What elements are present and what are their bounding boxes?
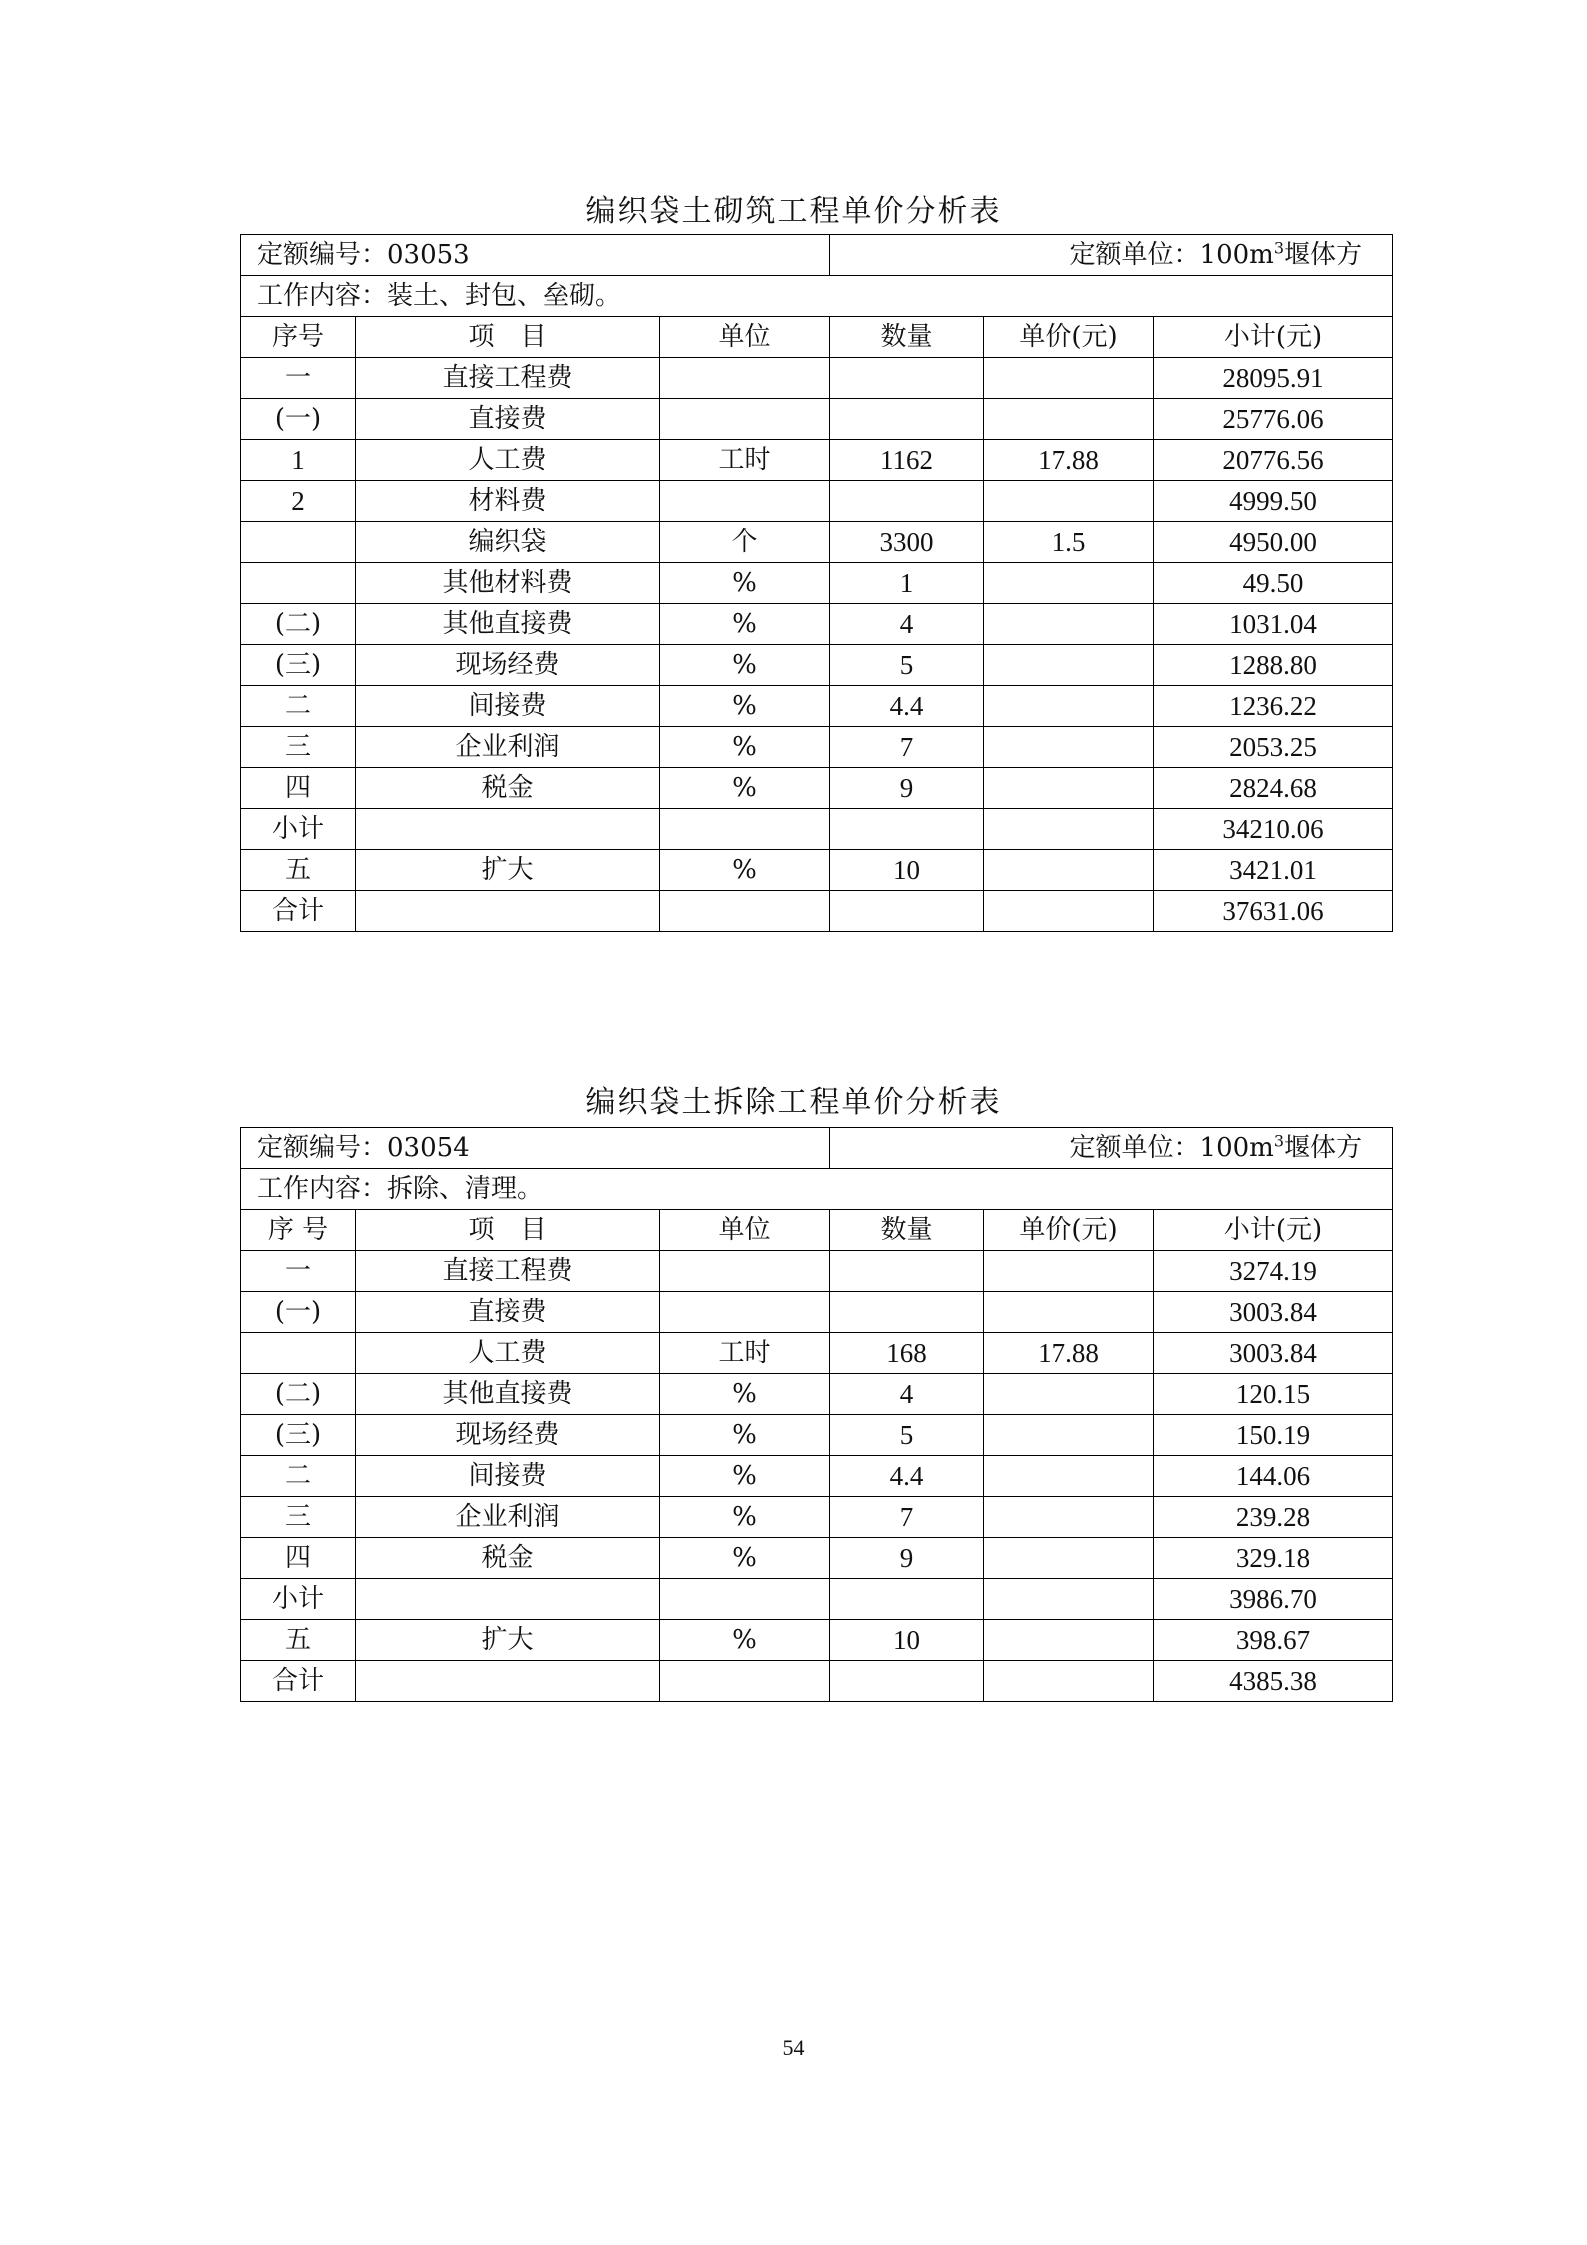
cell-unit-price xyxy=(984,1661,1154,1702)
cell-unit-price: 1.5 xyxy=(984,522,1154,563)
cell-unit-price xyxy=(984,1497,1154,1538)
cell-unit xyxy=(660,1661,830,1702)
header-seq: 序号 xyxy=(241,317,356,358)
cell-item: 税金 xyxy=(356,1538,660,1579)
quota-unit-suffix: 堰体方 xyxy=(1284,1133,1363,1163)
cell-item: 人工费 xyxy=(356,440,660,481)
quota-number: 定额编号：03054 xyxy=(241,1128,830,1169)
cell-seq: (二) xyxy=(241,604,356,645)
table-row xyxy=(241,440,1393,481)
table-row xyxy=(241,1292,1393,1333)
cell-subtotal: 239.28 xyxy=(1154,1497,1393,1538)
cell-seq: 三 xyxy=(241,727,356,768)
cell-item: 直接费 xyxy=(356,1292,660,1333)
cell-unit-price xyxy=(984,809,1154,850)
cell-unit-price xyxy=(984,1579,1154,1620)
table-row xyxy=(241,768,1393,809)
cell-seq: 四 xyxy=(241,768,356,809)
cell-subtotal: 150.19 xyxy=(1154,1415,1393,1456)
table-row xyxy=(241,1661,1393,1702)
cell-subtotal: 34210.06 xyxy=(1154,809,1393,850)
cost-table-03053 xyxy=(240,234,1393,932)
cell-quantity xyxy=(830,358,984,399)
cell-subtotal: 4385.38 xyxy=(1154,1661,1393,1702)
cell-item: 间接费 xyxy=(356,686,660,727)
cell-seq: 合计 xyxy=(241,891,356,932)
header-subtotal: 小计(元) xyxy=(1154,317,1393,358)
cell-subtotal: 3003.84 xyxy=(1154,1292,1393,1333)
cell-unit-price xyxy=(984,604,1154,645)
work-content: 工作内容：拆除、清理。 xyxy=(241,1169,1393,1210)
cell-subtotal: 1236.22 xyxy=(1154,686,1393,727)
cell-unit-price: 17.88 xyxy=(984,1333,1154,1374)
quota-row xyxy=(241,235,1393,276)
cell-seq: (三) xyxy=(241,1415,356,1456)
table-row xyxy=(241,1415,1393,1456)
cell-subtotal: 3274.19 xyxy=(1154,1251,1393,1292)
cell-seq: 五 xyxy=(241,850,356,891)
cell-unit: % xyxy=(660,1415,830,1456)
cell-unit: % xyxy=(660,686,830,727)
cell-unit xyxy=(660,891,830,932)
cell-quantity: 168 xyxy=(830,1333,984,1374)
table-row xyxy=(241,645,1393,686)
cell-unit-price xyxy=(984,399,1154,440)
cell-seq xyxy=(241,563,356,604)
work-content: 工作内容：装土、封包、垒砌。 xyxy=(241,276,1393,317)
table-row xyxy=(241,1456,1393,1497)
cell-seq: 三 xyxy=(241,1497,356,1538)
header-item: 项 目 xyxy=(356,317,660,358)
cost-table-03054 xyxy=(240,1127,1393,1702)
header-row xyxy=(241,1210,1393,1251)
header-unit-price: 单价(元) xyxy=(984,317,1154,358)
table-row xyxy=(241,1251,1393,1292)
cell-item: 直接工程费 xyxy=(356,358,660,399)
cell-quantity: 4 xyxy=(830,1374,984,1415)
quota-unit-prefix: 定额单位：100m xyxy=(1069,240,1274,270)
quota-unit-prefix: 定额单位：100m xyxy=(1069,1133,1274,1163)
cell-unit: % xyxy=(660,1374,830,1415)
header-unit-price: 单价(元) xyxy=(984,1210,1154,1251)
cell-quantity: 5 xyxy=(830,645,984,686)
cell-subtotal: 120.15 xyxy=(1154,1374,1393,1415)
table-row xyxy=(241,686,1393,727)
cell-subtotal: 144.06 xyxy=(1154,1456,1393,1497)
cell-unit xyxy=(660,481,830,522)
cell-seq: 合计 xyxy=(241,1661,356,1702)
cell-item xyxy=(356,809,660,850)
cell-subtotal: 4950.00 xyxy=(1154,522,1393,563)
quota-number: 定额编号：03053 xyxy=(241,235,830,276)
cell-quantity: 1 xyxy=(830,563,984,604)
cell-unit xyxy=(660,399,830,440)
cell-item: 其他材料费 xyxy=(356,563,660,604)
cell-unit-price xyxy=(984,891,1154,932)
table-row xyxy=(241,522,1393,563)
table-row xyxy=(241,727,1393,768)
cell-unit: % xyxy=(660,1620,830,1661)
cell-subtotal: 329.18 xyxy=(1154,1538,1393,1579)
cell-quantity: 7 xyxy=(830,727,984,768)
cell-quantity: 4.4 xyxy=(830,686,984,727)
cell-item: 其他直接费 xyxy=(356,604,660,645)
cell-quantity: 5 xyxy=(830,1415,984,1456)
cell-seq: 五 xyxy=(241,1620,356,1661)
cell-seq: (一) xyxy=(241,1292,356,1333)
cell-quantity: 4 xyxy=(830,604,984,645)
cell-seq: 二 xyxy=(241,1456,356,1497)
cell-unit xyxy=(660,1292,830,1333)
cell-unit-price xyxy=(984,563,1154,604)
cell-unit: % xyxy=(660,850,830,891)
cell-unit-price xyxy=(984,645,1154,686)
cell-item: 直接费 xyxy=(356,399,660,440)
table-row xyxy=(241,481,1393,522)
table-row xyxy=(241,850,1393,891)
cell-quantity: 10 xyxy=(830,850,984,891)
cell-unit: 工时 xyxy=(660,1333,830,1374)
header-quantity: 数量 xyxy=(830,317,984,358)
cell-unit: % xyxy=(660,1497,830,1538)
table-row xyxy=(241,1579,1393,1620)
cell-subtotal: 25776.06 xyxy=(1154,399,1393,440)
page-number: 54 xyxy=(782,2035,805,2060)
cell-seq: (一) xyxy=(241,399,356,440)
quota-row xyxy=(241,1128,1393,1169)
table2-title: 编织袋土拆除工程单价分析表 xyxy=(585,1085,1002,1120)
cell-subtotal: 1288.80 xyxy=(1154,645,1393,686)
cell-unit-price xyxy=(984,768,1154,809)
table-row xyxy=(241,1620,1393,1661)
cell-unit: % xyxy=(660,604,830,645)
cell-item: 企业利润 xyxy=(356,727,660,768)
cell-unit xyxy=(660,1251,830,1292)
cell-quantity: 9 xyxy=(830,768,984,809)
cell-seq: 2 xyxy=(241,481,356,522)
table-row xyxy=(241,891,1393,932)
cell-unit xyxy=(660,358,830,399)
cell-quantity: 9 xyxy=(830,1538,984,1579)
cell-unit: % xyxy=(660,727,830,768)
cell-unit: 工时 xyxy=(660,440,830,481)
cell-unit xyxy=(660,1579,830,1620)
cell-item: 间接费 xyxy=(356,1456,660,1497)
cell-unit-price xyxy=(984,1456,1154,1497)
cell-unit-price xyxy=(984,1620,1154,1661)
cell-seq xyxy=(241,522,356,563)
cell-unit-price xyxy=(984,1415,1154,1456)
header-row xyxy=(241,317,1393,358)
cell-item: 现场经费 xyxy=(356,1415,660,1456)
cell-item: 人工费 xyxy=(356,1333,660,1374)
cell-subtotal: 4999.50 xyxy=(1154,481,1393,522)
cell-unit: % xyxy=(660,645,830,686)
header-unit: 单位 xyxy=(660,317,830,358)
cell-subtotal: 20776.56 xyxy=(1154,440,1393,481)
cell-unit-price xyxy=(984,1292,1154,1333)
cell-seq: 二 xyxy=(241,686,356,727)
cell-subtotal: 1031.04 xyxy=(1154,604,1393,645)
cell-seq: (二) xyxy=(241,1374,356,1415)
cell-unit: % xyxy=(660,563,830,604)
table-row xyxy=(241,1374,1393,1415)
cell-quantity xyxy=(830,809,984,850)
cell-quantity xyxy=(830,1251,984,1292)
cell-seq: 一 xyxy=(241,1251,356,1292)
cell-quantity xyxy=(830,1292,984,1333)
work-content-row xyxy=(241,276,1393,317)
cell-unit-price xyxy=(984,727,1154,768)
cell-seq: 一 xyxy=(241,358,356,399)
cell-subtotal: 3003.84 xyxy=(1154,1333,1393,1374)
cell-item: 扩大 xyxy=(356,850,660,891)
cell-unit-price xyxy=(984,358,1154,399)
quota-unit xyxy=(830,1128,1393,1169)
cell-seq: 四 xyxy=(241,1538,356,1579)
cell-unit: % xyxy=(660,1456,830,1497)
quota-unit-exponent: 3 xyxy=(1273,1131,1285,1151)
cell-unit: % xyxy=(660,1538,830,1579)
cell-seq xyxy=(241,1333,356,1374)
cell-item: 编织袋 xyxy=(356,522,660,563)
cell-item: 税金 xyxy=(356,768,660,809)
quota-unit-suffix: 堰体方 xyxy=(1284,240,1363,270)
table1-title: 编织袋土砌筑工程单价分析表 xyxy=(585,194,1002,229)
cell-quantity: 7 xyxy=(830,1497,984,1538)
table-row xyxy=(241,358,1393,399)
cell-subtotal: 398.67 xyxy=(1154,1620,1393,1661)
cell-item xyxy=(356,891,660,932)
cell-subtotal: 28095.91 xyxy=(1154,358,1393,399)
table-row xyxy=(241,1538,1393,1579)
cell-unit-price xyxy=(984,481,1154,522)
cell-unit-price xyxy=(984,686,1154,727)
quota-unit xyxy=(830,235,1393,276)
cell-item xyxy=(356,1579,660,1620)
cell-unit-price xyxy=(984,1251,1154,1292)
cell-seq: 1 xyxy=(241,440,356,481)
cell-quantity: 1162 xyxy=(830,440,984,481)
cell-item: 企业利润 xyxy=(356,1497,660,1538)
cell-subtotal: 49.50 xyxy=(1154,563,1393,604)
cell-item: 材料费 xyxy=(356,481,660,522)
work-content-row xyxy=(241,1169,1393,1210)
table-row xyxy=(241,604,1393,645)
cell-quantity xyxy=(830,399,984,440)
cell-unit-price xyxy=(984,850,1154,891)
cell-quantity: 3300 xyxy=(830,522,984,563)
cell-item xyxy=(356,1661,660,1702)
table-row xyxy=(241,809,1393,850)
cell-item: 扩大 xyxy=(356,1620,660,1661)
cell-unit-price xyxy=(984,1374,1154,1415)
header-seq: 序 号 xyxy=(241,1210,356,1251)
cell-unit xyxy=(660,809,830,850)
cell-quantity xyxy=(830,891,984,932)
cell-item: 直接工程费 xyxy=(356,1251,660,1292)
cell-unit: % xyxy=(660,768,830,809)
header-item: 项 目 xyxy=(356,1210,660,1251)
header-subtotal: 小计(元) xyxy=(1154,1210,1393,1251)
cell-unit: 个 xyxy=(660,522,830,563)
cell-quantity xyxy=(830,481,984,522)
cell-subtotal: 37631.06 xyxy=(1154,891,1393,932)
cell-quantity: 4.4 xyxy=(830,1456,984,1497)
cell-seq: 小计 xyxy=(241,809,356,850)
cell-unit-price xyxy=(984,1538,1154,1579)
table-row xyxy=(241,1497,1393,1538)
table-row xyxy=(241,1333,1393,1374)
cell-subtotal: 2824.68 xyxy=(1154,768,1393,809)
cell-subtotal: 3421.01 xyxy=(1154,850,1393,891)
cell-quantity: 10 xyxy=(830,1620,984,1661)
table-row xyxy=(241,399,1393,440)
quota-unit-exponent: 3 xyxy=(1273,238,1285,258)
table-row xyxy=(241,563,1393,604)
cell-seq: (三) xyxy=(241,645,356,686)
cell-unit-price: 17.88 xyxy=(984,440,1154,481)
header-unit: 单位 xyxy=(660,1210,830,1251)
cell-seq: 小计 xyxy=(241,1579,356,1620)
cell-quantity xyxy=(830,1579,984,1620)
header-quantity: 数量 xyxy=(830,1210,984,1251)
cell-item: 其他直接费 xyxy=(356,1374,660,1415)
cell-quantity xyxy=(830,1661,984,1702)
cell-item: 现场经费 xyxy=(356,645,660,686)
cell-subtotal: 2053.25 xyxy=(1154,727,1393,768)
cell-subtotal: 3986.70 xyxy=(1154,1579,1393,1620)
